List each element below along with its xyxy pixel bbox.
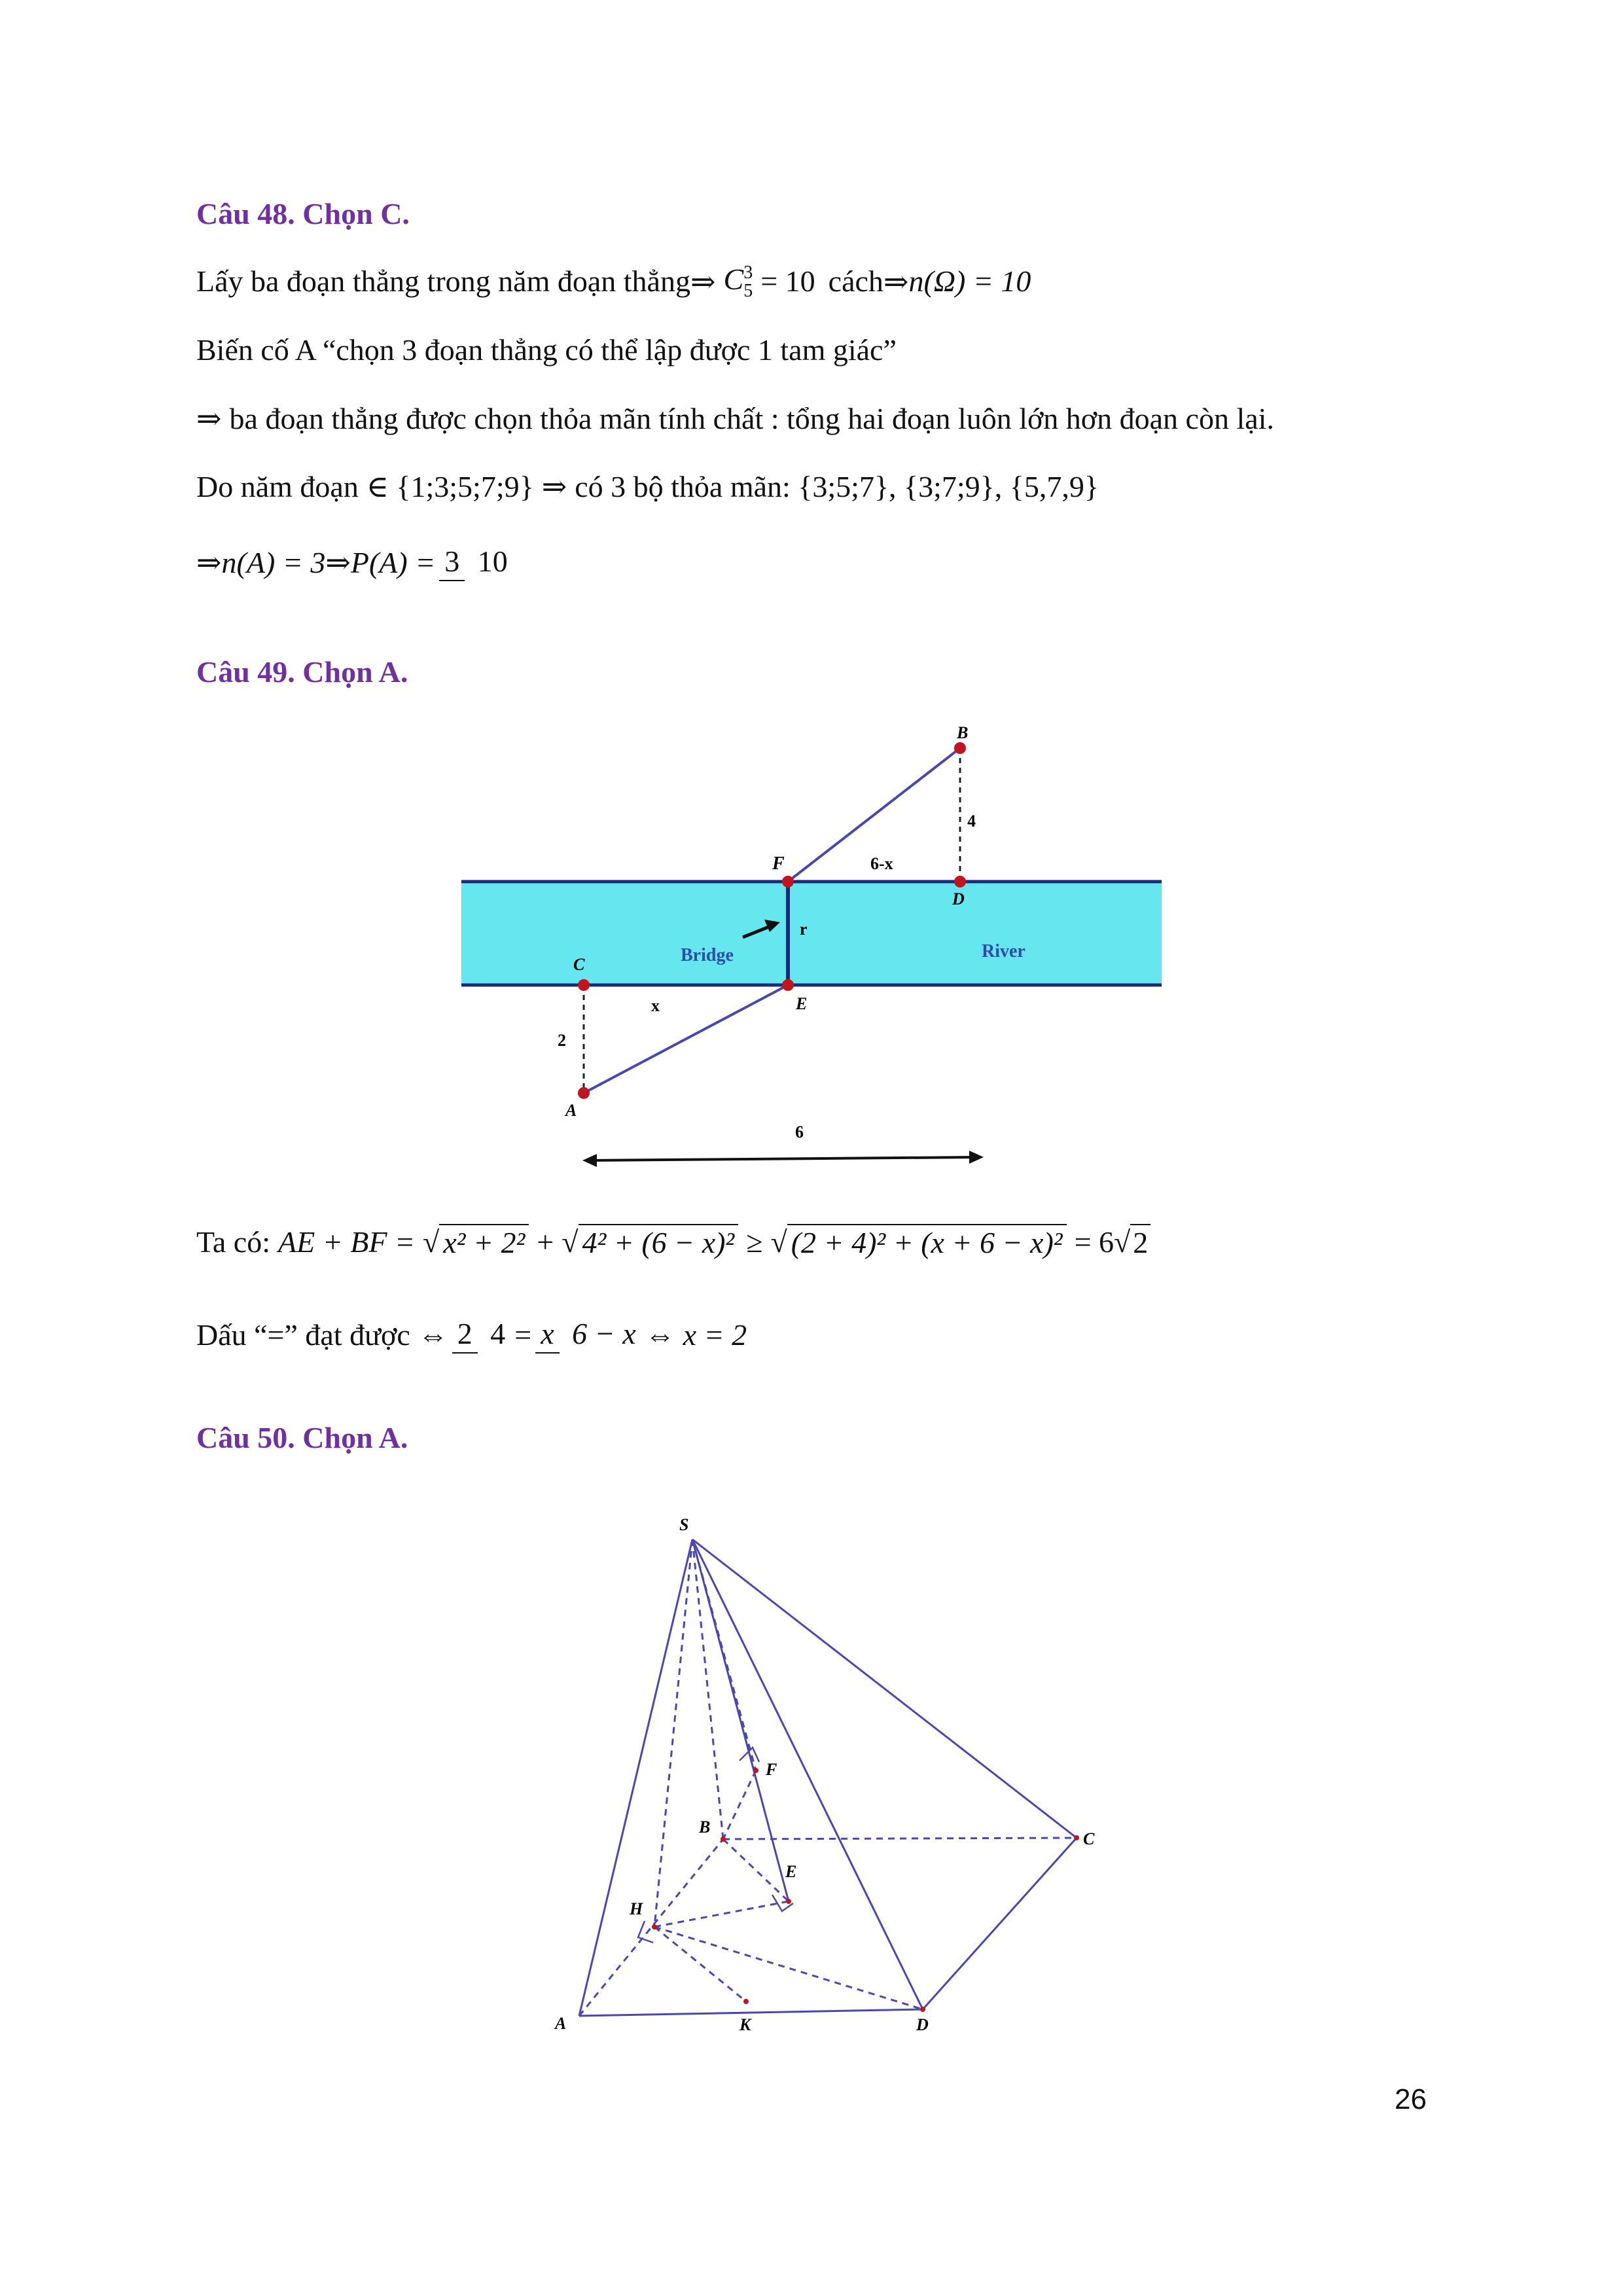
label-K: K: [740, 2015, 751, 2034]
distance-arrow-right-head: [969, 1151, 984, 1164]
label-H: H: [630, 1899, 643, 1918]
q49-eq1-term2: 4² + (6 − x)²: [579, 1224, 739, 1260]
edge-SE: [692, 1539, 789, 1901]
edge-FB: [723, 1770, 756, 1839]
distance-arrow: [588, 1157, 978, 1160]
implies-arrow: ⇒: [883, 264, 909, 298]
edge-HK: [654, 1927, 746, 2001]
q48-PA: P(A) =: [350, 545, 436, 579]
label-B: B: [699, 1818, 711, 1837]
page-number: 26: [1395, 2083, 1427, 2115]
point-H: [652, 1924, 657, 1929]
label-C: C: [1083, 1829, 1095, 1848]
label-bridge: Bridge: [681, 945, 734, 965]
river-band: [461, 882, 1162, 985]
q48-line1-text: Lấy ba đoạn thẳng trong năm đoạn thẳng: [196, 264, 690, 298]
label-C: C: [573, 955, 585, 974]
q49-eq1: [196, 1224, 1150, 1260]
geq-sign: ≥: [746, 1225, 763, 1259]
edge-SC: [692, 1539, 1077, 1838]
edge-SD: [692, 1539, 923, 2009]
q48-sample-space: n(Ω) = 10: [908, 264, 1031, 298]
q49-eq1-lhs: AE + BF =: [278, 1225, 415, 1259]
sqrt-sign-icon: √: [562, 1225, 579, 1259]
q49-eq1-prefix: Ta có:: [196, 1225, 271, 1259]
point-F: [782, 876, 794, 888]
q48-line1-text2: cách: [828, 264, 883, 298]
q48-probability-fraction: 3 10: [439, 543, 513, 581]
plus-sign: +: [537, 1225, 554, 1259]
edge-BC: [723, 1838, 1077, 1839]
label-S: S: [679, 1515, 689, 1534]
edge-SF: [692, 1539, 756, 1770]
point-E: [786, 1899, 791, 1904]
label-B: B: [957, 723, 969, 742]
label-6: 6: [795, 1122, 804, 1141]
sqrt-sign-icon: √: [1114, 1225, 1131, 1259]
edge-SB: [692, 1539, 723, 1839]
implies-arrow: ⇒: [541, 470, 567, 503]
point-C: [1074, 1835, 1079, 1840]
label-r: r: [800, 920, 808, 939]
iff-arrow: ⇔: [645, 1318, 675, 1352]
implies-arrow: ⇒: [325, 546, 351, 580]
point-E: [782, 979, 794, 991]
q48-heading: Câu 48. Chọn C.: [196, 197, 410, 230]
q50-figure: [554, 1515, 1095, 2034]
point-B: [954, 742, 966, 754]
label-6-x: 6-x: [870, 854, 893, 873]
implies-arrow: ⇒: [690, 264, 716, 298]
point-A: [578, 1087, 590, 1099]
label-E: E: [785, 1862, 797, 1881]
edge-HE: [654, 1901, 789, 1927]
q48-line4-text2: có 3 bộ thỏa mãn: {3;5;7}, {3;7;9}, {5,7,9}: [575, 469, 1099, 503]
point-F: [753, 1768, 758, 1773]
q49-eq1-result: = 6: [1074, 1225, 1115, 1259]
q49-figure: [461, 723, 1162, 1167]
q49-eq1-result-root: 2: [1130, 1224, 1150, 1260]
q48-combination: C 3 5: [723, 262, 753, 302]
q48-set: ∈ {1;3;5;7;9}: [366, 470, 534, 503]
point-D: [920, 2007, 925, 2012]
q49-eq2-result: x = 2: [683, 1318, 747, 1352]
distance-arrow-left-head: [582, 1154, 597, 1167]
sqrt-sign-icon: √: [770, 1225, 787, 1259]
label-D: D: [916, 2015, 929, 2034]
q49-eq2: [196, 1316, 747, 1354]
q48-combination-value: = 10: [760, 264, 815, 298]
q49-eq2-fraction2: x 6 − x: [535, 1316, 641, 1354]
label-A: A: [555, 2014, 567, 2033]
edge-DC: [923, 1838, 1077, 2009]
q48-line4-text1: Do năm đoạn: [196, 469, 359, 503]
q48-line3-text: ba đoạn thẳng được chọn thỏa mãn tính chất : tổng hai đoạn luôn lớn hơn đoạn còn lại.: [229, 401, 1274, 435]
point-K: [743, 1999, 749, 2004]
edge-BE: [723, 1839, 789, 1901]
q49-eq2-fraction1: 2 4: [452, 1316, 511, 1354]
label-A: A: [565, 1101, 577, 1120]
label-E: E: [796, 994, 808, 1013]
sqrt-sign-icon: √: [423, 1225, 440, 1259]
iff-arrow: ⇔: [418, 1318, 448, 1352]
q48-line2: Biến cố A “chọn 3 đoạn thẳng có thể lập được 1 tam giác”: [196, 333, 897, 367]
label-4: 4: [967, 812, 976, 831]
equals-sign: =: [514, 1318, 532, 1352]
label-F: F: [766, 1760, 777, 1779]
edge-AD: [579, 2009, 923, 2016]
edge-SH: [654, 1539, 692, 1927]
segment-EA: [584, 985, 788, 1093]
point-D: [954, 876, 966, 888]
implies-arrow: ⇒: [196, 546, 222, 580]
q49-eq1-term1: x² + 2²: [439, 1224, 529, 1260]
q49-eq1-term3: (2 + 4)² + (x + 6 − x)²: [787, 1224, 1067, 1260]
q48-nA: n(A) = 3: [221, 545, 326, 579]
label-river: River: [982, 941, 1026, 961]
point-B: [721, 1837, 726, 1842]
label-x: x: [651, 996, 660, 1015]
q49-eq2-text: Dấu “=” đạt được: [196, 1318, 410, 1352]
implies-arrow: ⇒: [196, 402, 222, 435]
label-F: F: [772, 853, 785, 874]
label-2: 2: [558, 1031, 566, 1050]
label-D: D: [952, 889, 965, 908]
q49-heading: Câu 49. Chọn A.: [196, 655, 408, 689]
q50-heading: Câu 50. Chọn A.: [196, 1421, 408, 1454]
point-C: [578, 979, 590, 991]
edge-HD: [654, 1927, 923, 2009]
